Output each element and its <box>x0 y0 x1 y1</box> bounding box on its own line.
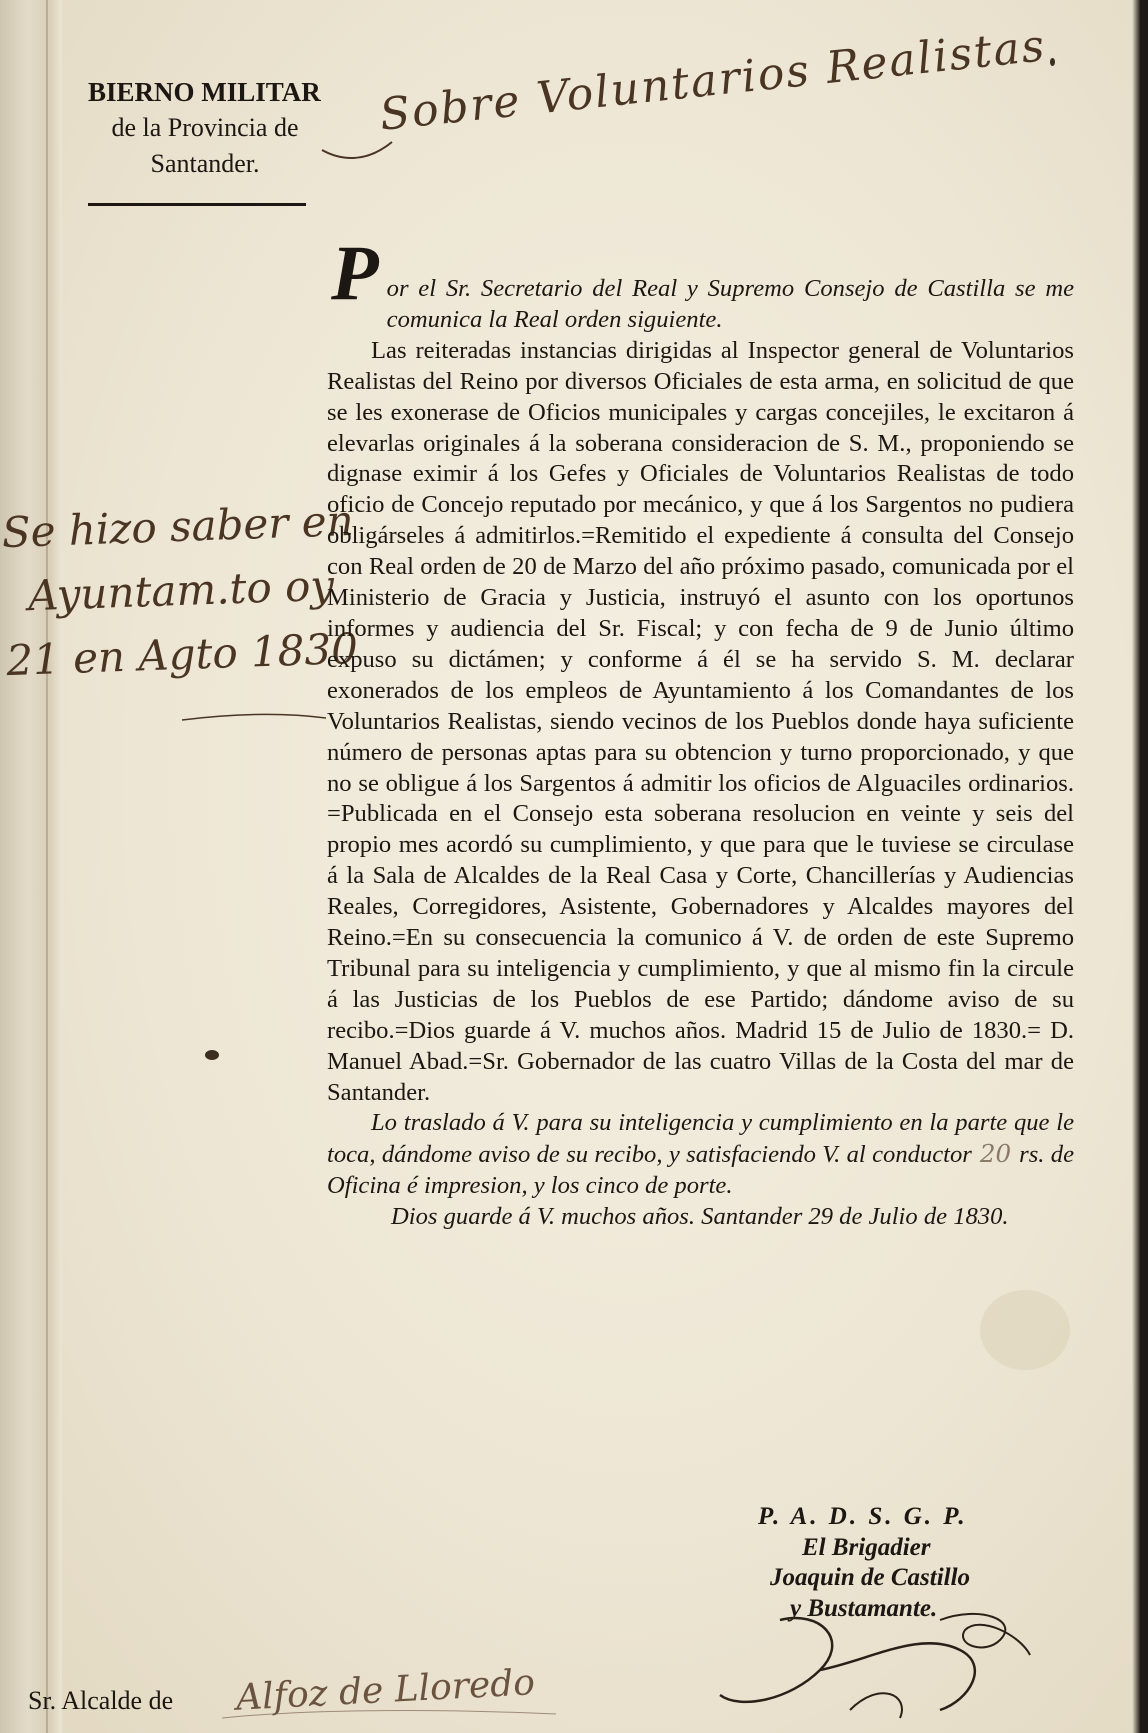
handwritten-subject: Sobre Voluntarios Realistas <box>377 20 1049 141</box>
letterhead-title: BIERNO MILITAR <box>88 77 321 107</box>
page-edge <box>1132 0 1140 1733</box>
signature-name: Joaquin de Castillo <box>770 1564 971 1591</box>
signature-surname: y Bustamante. <box>790 1594 938 1622</box>
binding-gutter <box>0 0 62 1733</box>
page-fold <box>46 0 48 1733</box>
letterhead-city: Santander. <box>150 149 260 178</box>
transfer-paragraph <box>327 1108 1074 1202</box>
closing-line: Dios guarde á V. muchos años. Santander 29 de Julio de 1830. <box>391 1203 1009 1231</box>
margin-note-line: 21 en Agto 1830 <box>5 623 359 686</box>
fee-handwritten: 20 <box>979 1139 1012 1169</box>
ink-spot <box>205 1050 219 1060</box>
margin-note-line: Ayuntam.to oy <box>27 560 335 621</box>
letterhead-province: de la Provincia de <box>111 113 299 142</box>
transfer-text-a: Lo traslado á V. para su inteligencia y cumplimiento en la parte que le toca, dándome aviso de su recibo, y satisfaciendo V. al conductor <box>327 1109 1074 1169</box>
handwritten-addressee: Alfoz de Lloredo <box>235 1662 536 1719</box>
royal-order-text: Las reiteradas instancias dirigidas al Inspector general de Voluntarios Realistas del Reino por diversos Oficiales de esta arma, en solicitud de que se les exonerase de Oficios municipales y cargas concejiles, le excitaron á elevarlas originales á la soberana consideracion de S. M., proponiendo se dignase eximir á los Gefes y Oficiales de Voluntarios Realistas de todo oficio de Concejo reputado por mecánico, y que á los Sargentos no pudiera obligárseles á admitirlos.=Remitido el expediente á consulta del Consejo con Real orden de 20 de Marzo del año próximo pasado, comunicada por el Ministerio de Gracia y Justicia, instruyó el asunto con los oportunos informes y audiencia del Sr. Fiscal; y con fecha de 9 de Junio último expuso su dictámen; y conforme á él se ha servido S. M. declarar exonerados de los empleos de Ayuntamiento á los Comandantes de los Voluntarios Realistas, siendo vecinos de los Pueblos donde haya suficiente número de personas aptas para su obtencion y turno proporcionado, y que no se obligue á los Sargentos á admitir los oficios de Alguaciles ordinarios. =Publicada en el Consejo esta soberana resolucion en veinte y seis del propio mes acordó su cumplimiento, y que para que le tuviese se circulase á la Sala de Alcaldes de la Real Casa y Corte, Chancillerías y Audiencias Reales, Corregidores, Asistente, Gobernadores y Alcaldes mayores del Reino.=En su consecuencia la comunico á V. de orden de este Supremo Tribunal para su inteligencia y cumplimiento, y que al mismo fin la circule á las Justicias de los Pueblos de ese Partido; dándome aviso de su recibo.=Dios guarde á V. muchos años. Madrid 15 de Julio de 1830.= D. Manuel Abad.=Sr. Gobernador de las cuatro Villas de la Costa del mar de Santander. <box>327 336 1074 1106</box>
addressee-label: Sr. Alcalde de <box>28 1686 174 1715</box>
transfer-text-b: rs. de Oficina é impresion, y los cinco de porte. <box>327 1141 1074 1200</box>
dropcap: P <box>331 229 379 316</box>
opening <box>327 229 1074 336</box>
margin-note-underline <box>180 700 330 730</box>
signature-abbreviation: P. A. D. S. G. P. <box>758 1503 968 1530</box>
paper-stain <box>980 1290 1070 1370</box>
ink-spot <box>1050 58 1055 66</box>
signature-rubric <box>700 1600 1060 1730</box>
handwritten-margin-note <box>1 489 359 693</box>
letterhead-rule <box>88 203 306 206</box>
opening-line: or el Sr. Secretario del Real y Supremo Consejo de Castilla se me comunica la Real orden siguiente. <box>386 275 1074 333</box>
letterhead <box>70 74 340 182</box>
document-body <box>327 229 1074 1233</box>
signature-rank: El Brigadier <box>802 1533 931 1561</box>
margin-note-line: Se hizo saber en <box>1 495 355 558</box>
